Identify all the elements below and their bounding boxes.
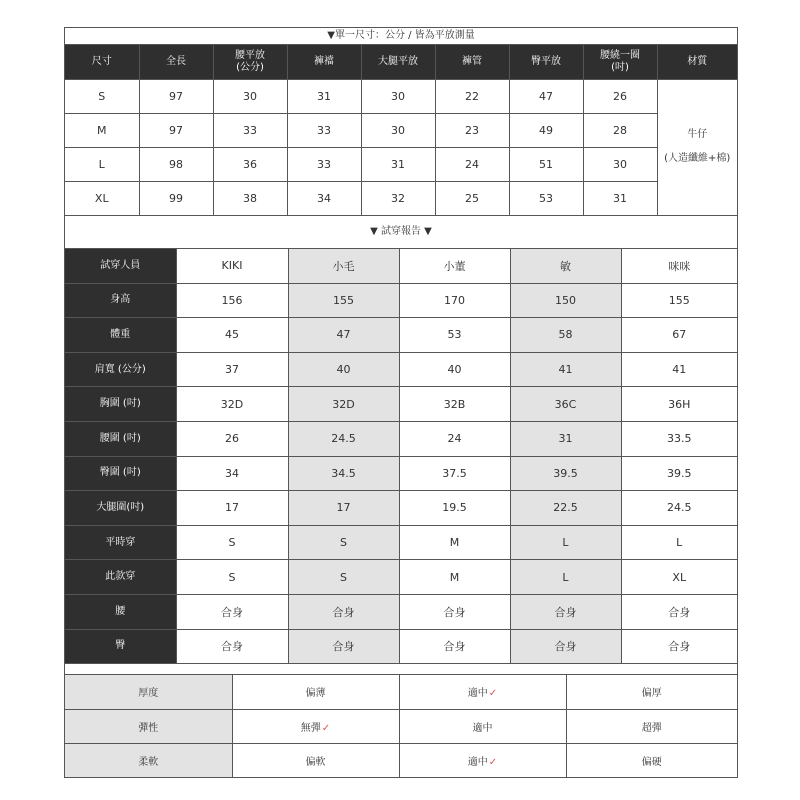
size-chart-cell: 30: [361, 113, 435, 147]
size-chart-cell: 53: [509, 181, 583, 215]
fit-report-cell: 155: [621, 283, 737, 318]
size-chart-cell: 97: [139, 113, 213, 147]
fabric-feel-option: [232, 743, 399, 777]
size-info-sheet: [64, 27, 738, 778]
size-chart-cell: 98: [139, 147, 213, 181]
fabric-feel-option-text: 無彈: [300, 722, 321, 734]
fit-report-cell: 39.5: [510, 456, 621, 491]
size-chart-cell: S: [65, 79, 139, 113]
fit-report-label: 身高: [65, 283, 176, 318]
size-chart-header-cell: 褲管: [435, 45, 509, 79]
fit-report-cell: L: [510, 525, 621, 560]
fit-report-cell: 40: [288, 352, 399, 387]
material-composition: (人造纖維+棉): [664, 153, 731, 164]
fit-report-row: [65, 456, 737, 491]
fit-report-cell: 32B: [399, 387, 510, 422]
fit-report-cell: XL: [621, 560, 737, 595]
fit-report-cell: 咪咪: [621, 249, 737, 284]
size-chart-cell: 31: [287, 79, 361, 113]
size-chart-cell: 49: [509, 113, 583, 147]
fit-report-cell: 合身: [399, 629, 510, 664]
fit-report-cell: 170: [399, 283, 510, 318]
fit-report-row: [65, 421, 737, 456]
fit-report-cell: 敏: [510, 249, 621, 284]
fit-report-cell: 24: [399, 421, 510, 456]
size-chart-header-cell: 尺寸: [65, 45, 139, 79]
fit-report-label: 平時穿: [65, 525, 176, 560]
fit-report-cell: M: [399, 525, 510, 560]
fit-report-cell: 24.5: [621, 491, 737, 526]
fit-report-cell: 小毛: [288, 249, 399, 284]
size-chart-row: [65, 79, 737, 113]
size-chart-cell: 47: [509, 79, 583, 113]
size-chart-cell: 24: [435, 147, 509, 181]
fit-report-cell: 53: [399, 318, 510, 353]
size-chart-cell: M: [65, 113, 139, 147]
fabric-feel-option-text: 偏薄: [305, 688, 326, 700]
size-chart-cell: 51: [509, 147, 583, 181]
fabric-feel-table: [65, 675, 737, 778]
size-chart-cell: 34: [287, 181, 361, 215]
size-chart-cell: 22: [435, 79, 509, 113]
check-mark-icon: ✓: [488, 756, 498, 768]
fabric-feel-label: 彈性: [65, 709, 232, 743]
fit-report-cell: 41: [510, 352, 621, 387]
fit-report-row: [65, 352, 737, 387]
size-chart-cell: 32: [361, 181, 435, 215]
fit-report-cell: 41: [621, 352, 737, 387]
fit-report-cell: 合身: [399, 594, 510, 629]
fit-report-cell: 45: [176, 318, 288, 353]
fabric-feel-option: [399, 743, 566, 777]
fabric-feel-option: [399, 675, 566, 709]
fit-report-cell: 40: [399, 352, 510, 387]
fit-report-cell: 156: [176, 283, 288, 318]
size-chart-header-row: [65, 45, 737, 79]
size-chart-row: [65, 181, 737, 215]
fit-report-cell: 34.5: [288, 456, 399, 491]
size-chart-cell: 31: [361, 147, 435, 181]
fit-report-cell: 47: [288, 318, 399, 353]
size-chart-cell: 97: [139, 79, 213, 113]
size-chart-cell: 28: [583, 113, 657, 147]
size-chart-cell: 38: [213, 181, 287, 215]
size-chart-table: [65, 45, 737, 216]
fit-report-cell: 33.5: [621, 421, 737, 456]
fit-report-cell: 合身: [510, 629, 621, 664]
fabric-feel-label: 厚度: [65, 675, 232, 709]
fabric-feel-option-text: 適中: [467, 688, 488, 700]
size-chart-header-cell: 褲襠: [287, 45, 361, 79]
size-chart-cell: 33: [287, 147, 361, 181]
size-chart-header-cell: 臀平放: [509, 45, 583, 79]
size-chart-caption: ▼單一尺寸：公分 / 皆為平放測量: [65, 27, 737, 45]
fit-report-cell: 150: [510, 283, 621, 318]
size-chart-cell: 23: [435, 113, 509, 147]
size-chart-cell: L: [65, 147, 139, 181]
fit-report-row: [65, 249, 737, 284]
fit-report-cell: 58: [510, 318, 621, 353]
fit-report-cell: 37.5: [399, 456, 510, 491]
fabric-feel-option-text: 適中: [467, 756, 488, 768]
fit-report-label: 試穿人員: [65, 249, 176, 284]
fit-report-cell: 合身: [176, 594, 288, 629]
fit-report-table: [65, 249, 737, 665]
fit-report-cell: 合身: [288, 594, 399, 629]
fit-report-label: 臀: [65, 629, 176, 664]
size-chart-cell: 99: [139, 181, 213, 215]
size-chart-cell: 30: [213, 79, 287, 113]
fit-report-cell: 67: [621, 318, 737, 353]
fabric-feel-option-text: 超彈: [641, 722, 662, 734]
size-chart-row: [65, 113, 737, 147]
fit-report-cell: 合身: [176, 629, 288, 664]
fit-report-label: 體重: [65, 318, 176, 353]
check-mark-icon: ✓: [321, 722, 331, 734]
size-chart-header-cell: 腰繞一圈 (吋): [583, 45, 657, 79]
fit-report-cell: 小董: [399, 249, 510, 284]
fit-report-label: 腰圍 (吋): [65, 421, 176, 456]
fit-report-cell: S: [288, 560, 399, 595]
fabric-feel-row: [65, 743, 737, 777]
fabric-feel-option: [566, 709, 737, 743]
fit-report-cell: 合身: [621, 629, 737, 664]
fit-report-cell: KIKI: [176, 249, 288, 284]
fit-report-cell: S: [288, 525, 399, 560]
fit-report-cell: 36C: [510, 387, 621, 422]
fit-report-cell: 32D: [176, 387, 288, 422]
size-chart-cell: 25: [435, 181, 509, 215]
fit-report-row: [65, 318, 737, 353]
size-chart-header-cell: 材質: [657, 45, 737, 79]
fit-report-cell: 34: [176, 456, 288, 491]
material-name: 牛仔: [687, 129, 708, 140]
size-chart-cell: 31: [583, 181, 657, 215]
fit-report-label: 此款穿: [65, 560, 176, 595]
size-chart-cell: 26: [583, 79, 657, 113]
size-chart-cell: 36: [213, 147, 287, 181]
fit-report-cell: L: [510, 560, 621, 595]
fit-report-row: [65, 283, 737, 318]
fit-report-cell: L: [621, 525, 737, 560]
fit-report-cell: 31: [510, 421, 621, 456]
size-chart-header-cell: 腰平放 (公分): [213, 45, 287, 79]
size-chart-cell: 30: [583, 147, 657, 181]
fit-report-cell: 32D: [288, 387, 399, 422]
fit-report-cell: M: [399, 560, 510, 595]
fabric-feel-option: [399, 709, 566, 743]
check-mark-icon: ✓: [488, 688, 498, 700]
fit-report-label: 胸圍 (吋): [65, 387, 176, 422]
fabric-feel-option: [566, 675, 737, 709]
fit-report-cell: 37: [176, 352, 288, 387]
size-chart-cell: XL: [65, 181, 139, 215]
fit-report-row: [65, 594, 737, 629]
size-chart-header-cell: 大腿平放: [361, 45, 435, 79]
fabric-feel-option: [232, 675, 399, 709]
fit-report-cell: 合身: [621, 594, 737, 629]
fit-report-cell: 22.5: [510, 491, 621, 526]
fit-report-cell: 19.5: [399, 491, 510, 526]
fit-report-cell: 26: [176, 421, 288, 456]
fabric-feel-option: [232, 709, 399, 743]
fabric-feel-row: [65, 675, 737, 709]
fit-report-row: [65, 629, 737, 664]
fit-report-label: 臀圍 (吋): [65, 456, 176, 491]
size-chart-cell: 33: [287, 113, 361, 147]
fit-report-label: 大腿圍(吋): [65, 491, 176, 526]
fabric-feel-label: 柔軟: [65, 743, 232, 777]
fit-report-label: 肩寬 (公分): [65, 352, 176, 387]
fit-report-row: [65, 387, 737, 422]
fit-report-cell: 155: [288, 283, 399, 318]
fabric-feel-option-text: 偏硬: [641, 756, 662, 768]
fabric-feel-option-text: 適中: [472, 722, 493, 734]
fit-report-label: 腰: [65, 594, 176, 629]
fit-report-row: [65, 525, 737, 560]
fit-report-caption: ▼ 試穿報告 ▼: [65, 216, 737, 249]
fit-report-cell: 24.5: [288, 421, 399, 456]
size-chart-cell: 30: [361, 79, 435, 113]
fit-report-cell: 合身: [510, 594, 621, 629]
fabric-feel-option-text: 偏厚: [641, 688, 662, 700]
fabric-feel-option: [566, 743, 737, 777]
size-chart-header-cell: 全長: [139, 45, 213, 79]
fit-report-row: [65, 491, 737, 526]
fit-report-cell: S: [176, 560, 288, 595]
size-chart-row: [65, 147, 737, 181]
fit-report-cell: 17: [288, 491, 399, 526]
fabric-feel-row: [65, 709, 737, 743]
fit-report-cell: 39.5: [621, 456, 737, 491]
material-cell: [657, 79, 737, 215]
fit-report-cell: S: [176, 525, 288, 560]
fit-report-cell: 36H: [621, 387, 737, 422]
fit-report-cell: 合身: [288, 629, 399, 664]
size-chart-cell: 33: [213, 113, 287, 147]
section-spacer: [65, 664, 737, 675]
fit-report-row: [65, 560, 737, 595]
fit-report-cell: 17: [176, 491, 288, 526]
fabric-feel-option-text: 偏軟: [305, 756, 326, 768]
